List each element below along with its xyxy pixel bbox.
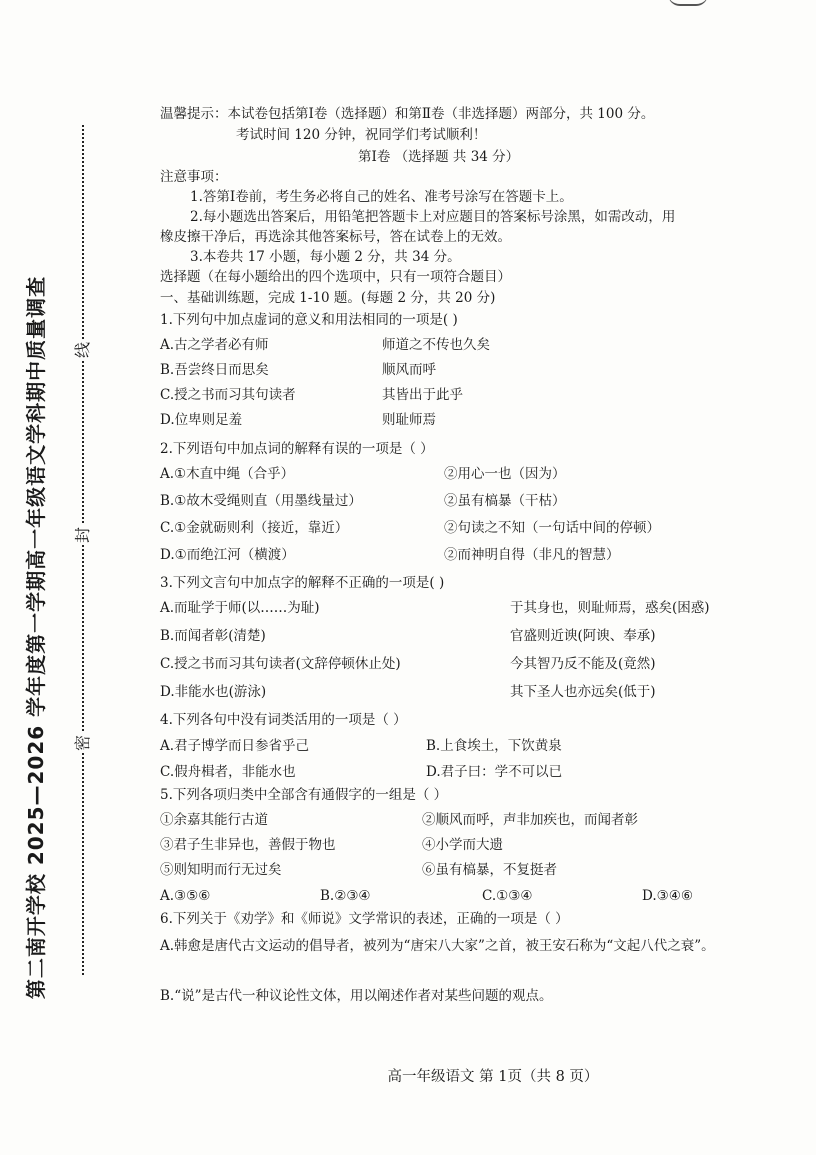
q6-stem: 6.下列关于《劝学》和《师说》文学常识的表述，正确的一项是（ ）	[160, 911, 569, 927]
q1-option-b-compare: 顺风而呼	[382, 362, 436, 378]
q3-option-b-compare: 官盛则近谀(阿谀、奉承)	[510, 628, 656, 644]
q3-option-d-compare: 其下圣人也亦远矣(低于)	[510, 684, 656, 700]
notes-title: 注意事项：	[160, 169, 228, 185]
choice-section-title: 选择题（在每小题给出的四个选项中，只有一项符合题目）	[160, 269, 511, 285]
q3-option-c: C.授之书而习其句读者(文辞停顿休止处)	[160, 656, 401, 672]
q3-option-d: D.非能水也(游泳)	[160, 684, 267, 700]
part-1-title: 一、基础训练题，完成 1-10 题。(每题 2 分，共 20 分)	[160, 290, 496, 306]
q4-option-a: A.君子博学而日参省乎己	[160, 738, 310, 754]
note-3: 3.本卷共 17 小题，每小题 2 分，共 34 分。	[190, 249, 461, 265]
q2-option-c: C.①金就砺则利（接近，靠近）	[160, 520, 349, 536]
q5-answer-d: D.③④⑥	[642, 888, 693, 904]
note-2b: 橡皮擦干净后，再选涂其他答案标号，答在试卷上的无效。	[160, 229, 511, 245]
q5-item-4: ④小学而大遗	[422, 837, 503, 853]
page-footer: 高一年级语文 第 1页（共 8 页）	[387, 1069, 599, 1085]
q5-item-2: ②顺风而呼，声非加疾也，而闻者彰	[422, 812, 638, 828]
q5-item-6: ⑥虽有槁暴，不复挺者	[422, 862, 557, 878]
note-1: 1.答第Ⅰ卷前，考生务必将自己的姓名、准考号涂写在答题卡上。	[190, 189, 573, 205]
school-exam-title	[22, 275, 49, 999]
tip-line-2: 考试时间 120 分钟，祝同学们考试顺利！	[236, 127, 487, 143]
q2-option-a-compare: ②用心一也（因为）	[444, 466, 566, 482]
section-title: 第Ⅰ卷 （选择题 共 34 分）	[358, 149, 520, 165]
q5-answer-c: C.①③④	[482, 888, 533, 904]
tip-line-1: 温馨提示：本试卷包括第Ⅰ卷（选择题）和第Ⅱ卷（非选择题）两部分，共 100 分。	[160, 106, 655, 122]
q5-item-1: ①余嘉其能行古道	[160, 812, 268, 828]
q2-option-d: D.①而绝江河（横渡）	[160, 547, 295, 563]
q2-option-d-compare: ②而神明自得（非凡的智慧）	[444, 547, 620, 563]
q1-option-a-compare: 师道之不传也久矣	[382, 337, 490, 353]
q3-option-a-compare: 于其身也，则耻师焉，惑矣(困惑)	[510, 600, 710, 616]
q3-stem: 3.下列文言句中加点字的解释不正确的一项是( )	[160, 575, 445, 591]
binding-dotted-line	[82, 125, 84, 975]
q4-option-b: B.上食埃土，下饮黄泉	[426, 738, 562, 754]
q2-option-b: B.①故木受绳则直（用墨线量过）	[160, 493, 362, 509]
q5-item-5: ⑤则知明而行无过矣	[160, 862, 282, 878]
q1-stem: 1.下列句中加点虚词的意义和用法相同的一项是( )	[160, 312, 458, 328]
seal-mark-feng: 封	[72, 526, 92, 544]
seal-mark-mi: 密	[72, 734, 92, 752]
q5-answer-b: B.②③④	[320, 888, 371, 904]
q3-option-c-compare: 今其智乃反不能及(竟然)	[510, 656, 656, 672]
q4-option-d: D.君子曰：学不可以已	[426, 764, 563, 780]
q5-answer-a: A.③⑤⑥	[160, 888, 211, 904]
note-2a: 2.每小题选出答案后，用铅笔把答题卡上对应题目的答案标号涂黑，如需改动，用	[190, 209, 676, 225]
q1-option-c: C.授之书而习其句读者	[160, 387, 296, 403]
q3-option-b: B.而闻者彰(清楚)	[160, 628, 266, 644]
q4-stem: 4.下列各句中没有词类活用的一项是（ ）	[160, 712, 407, 728]
q1-option-c-compare: 其皆出于此乎	[382, 387, 463, 403]
q6-option-b: B.“说”是古代一种议论性文体，用以阐述作者对某些问题的观点。	[160, 988, 553, 1004]
q1-option-a: A.古之学者必有师	[160, 337, 269, 353]
q2-stem: 2.下列语句中加点词的解释有误的一项是（ ）	[160, 441, 434, 457]
seal-mark-xian: 线	[72, 341, 92, 359]
q2-option-a: A.①木直中绳（合乎）	[160, 466, 295, 482]
q4-option-c: C.假舟楫者，非能水也	[160, 764, 296, 780]
corner-scan-mark	[668, 0, 708, 6]
q2-option-b-compare: ②虽有槁暴（干枯）	[444, 493, 566, 509]
q1-option-b: B.吾尝终日而思矣	[160, 362, 269, 378]
q5-stem: 5.下列各项归类中全部含有通假字的一组是（ ）	[160, 787, 448, 803]
school-exam-title-text: 第二南开学校 2025—2026 学年度第一学期高一年级语文学科期中质量调查	[24, 275, 49, 999]
q1-option-d: D.位卑则足羞	[160, 412, 243, 428]
q6-option-a: A.韩愈是唐代古文运动的倡导者，被列为“唐宋八大家”之首，被王安石称为“文起八代之衰”。	[160, 938, 715, 954]
q1-option-d-compare: 则耻师焉	[382, 412, 436, 428]
q3-option-a: A.而耻学于师(以……为耻)	[160, 600, 320, 616]
q2-option-c-compare: ②句读之不知（一句话中间的停顿）	[444, 520, 660, 536]
q5-item-3: ③君子生非异也，善假于物也	[160, 837, 336, 853]
